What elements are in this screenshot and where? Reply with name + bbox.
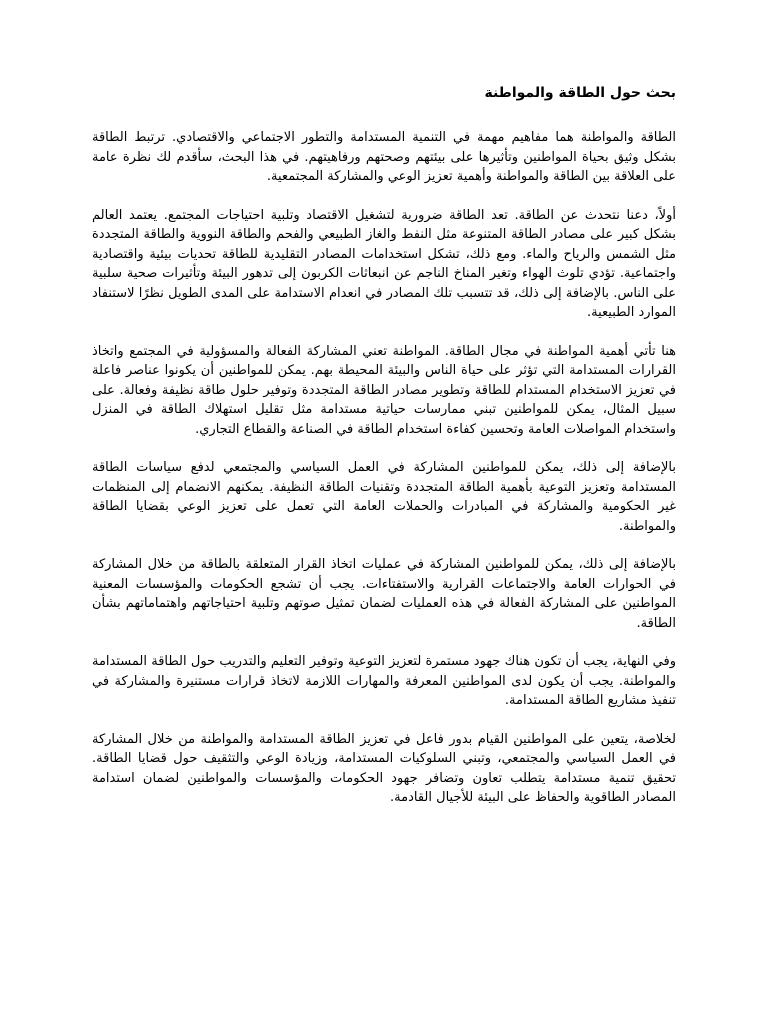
paragraph-citizenship-importance: هنا تأتي أهمية المواطنة في مجال الطاقة. المواطنة تعني المشاركة الفعالة والمسؤولية في المجتمع واتخاذ القرارات المستدامة التي تؤثر على حياة الناس والبيئة المحيطة بهم. يمكن للمواطنين أن يكونوا عناصر فاعلة في تعزيز الاستخدام المستدام للطاقة وتطوير مصادر الطاقة المتجددة وتوفير حلول طاقة نظيفة وفعالة. على سبيل المثال، يمكن للمواطنين تبني ممارسات حياتية مستدامة مثل تقليل استهلاك الطاقة في المنزل واستخدام المواصلات العامة وتحسين كفاءة استخدام الطاقة في الصناعة والقطاع التجاري. xyxy=(92,343,676,437)
paragraph-energy: أولاً، دعنا نتحدث عن الطاقة. تعد الطاقة ضرورية لتشغيل الاقتصاد وتلبية احتياجات المجتمع. يعتمد العالم بشكل كبير على مصادر الطاقة المتنوعة مثل النفط والغاز الطبيعي والفحم والطاقة النووية والطاقة المتجددة مثل الشمس والرياح والماء. ومع ذلك، تشكل استخدامات المصادر التقليدية للطاقة تحديات بيئية واقتصادية واجتماعية. تؤدي تلوث الهواء وتغير المناخ الناجم عن انبعاثات الكربون إلى تدهور البيئة وتأثيرات صحية سلبية على الناس. بالإضافة إلى ذلك، قد تتسبب تلك المصادر في انعدام الاستدامة على المدى الطويل نظرًا لاستنفاد الموارد الطبيعية. xyxy=(92,207,676,320)
paragraph-intro: الطاقة والمواطنة هما مفاهيم مهمة في التنمية المستدامة والتطور الاجتماعي والاقتصادي. ترتبط الطاقة بشكل وثيق بحياة المواطنين وتأثيرها على بيئتهم وصحتهم ورفاهيتهم. في هذا البحث، سأقدم لك نظرة عامة على العلاقة بين الطاقة والمواطنة وأهمية تعزيز الوعي والمشاركة المجتمعية. xyxy=(92,130,676,184)
document-page xyxy=(92,84,676,827)
paragraph-decision-making: بالإضافة إلى ذلك، يمكن للمواطنين المشاركة في عمليات اتخاذ القرار المتعلقة بالطاقة من خلال المشاركة في الحوارات العامة والاجتماعات القرارية والاستفتاءات. يجب أن تشجع الحكومات والمؤسسات المعنية المواطنين على المشاركة الفعالة في هذه العمليات لضمان تمثيل صوتهم وتلبية احتياجاتهم واهتماماتهم بشأن الطاقة. xyxy=(92,557,676,631)
paragraph-awareness: وفي النهاية، يجب أن تكون هناك جهود مستمرة لتعزيز التوعية وتوفير التعليم والتدريب حول الطاقة المستدامة والمواطنة. يجب أن يكون لدى المواطنين المعرفة والمهارات اللازمة لاتخاذ قرارات مستنيرة والمشاركة في تنفيذ مشاريع الطاقة المستدامة. xyxy=(92,654,676,708)
paragraph-political-participation: بالإضافة إلى ذلك، يمكن للمواطنين المشاركة في العمل السياسي والمجتمعي لدفع سياسات الطاقة المستدامة وتعزيز التوعية بأهمية الطاقة المتجددة وتقنيات الطاقة النظيفة. يمكنهم الانضمام إلى المنظمات غير الحكومية والمشاركة في المبادرات والحملات العامة التي تعمل على تعزيز الوعي بقضايا الطاقة والمواطنة. xyxy=(92,460,676,534)
document-title: بحث حول الطاقة والمواطنة xyxy=(484,85,676,101)
paragraph-conclusion: لخلاصة، يتعين على المواطنين القيام بدور فاعل في تعزيز الطاقة المستدامة والمواطنة من خلال المشاركة في العمل السياسي والمجتمعي، وتبني السلوكيات المستدامة، وزيادة الوعي والتثقيف حول قضايا الطاقة. تحقيق تنمية مستدامة يتطلب تعاون وتضافر جهود الحكومات والمؤسسات والمواطنين لضمان استدامة المصادر الطاقوية والحفاظ على البيئة للأجيال القادمة. xyxy=(92,731,676,805)
